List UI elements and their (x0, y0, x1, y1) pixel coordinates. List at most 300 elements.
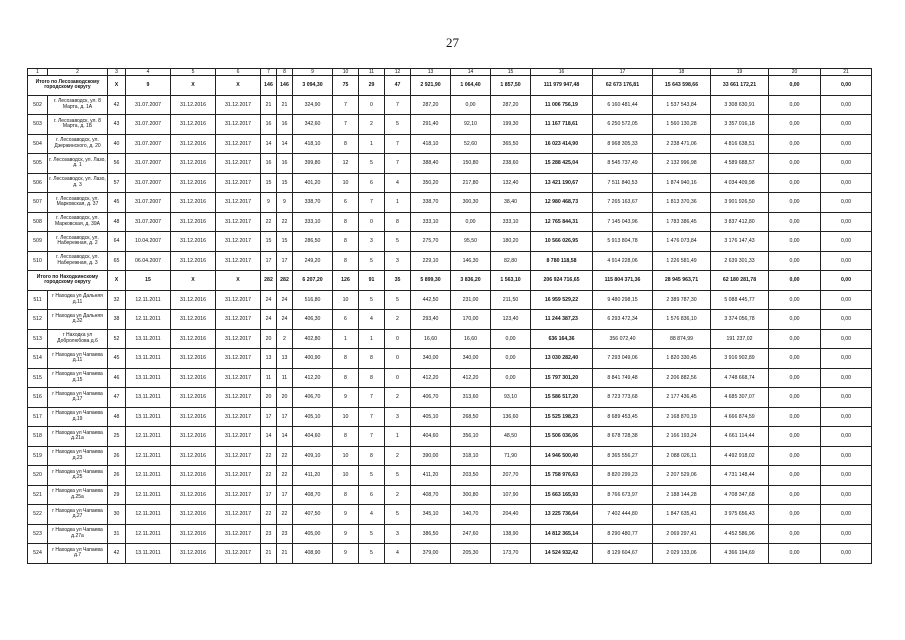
table-cell: 511 (28, 290, 48, 310)
table-cell: 136,60 (491, 407, 531, 427)
table-cell: 2 639 301,33 (711, 251, 769, 271)
table-cell: 31.12.2016 (171, 368, 216, 388)
table-cell: Итого по Находкинскому городскому округу (28, 271, 108, 291)
table-cell: 365,50 (491, 134, 531, 154)
table-cell: 411,20 (293, 466, 333, 486)
table-cell: 31.12.2016 (171, 544, 216, 564)
table-cell: 12.11.2011 (126, 310, 171, 330)
table-cell: 4 685 307,07 (711, 388, 769, 408)
table-cell: 5 (359, 524, 385, 544)
table-cell: 22 (261, 505, 277, 525)
table-cell: 238,60 (491, 154, 531, 174)
table-cell: 513 (28, 329, 48, 349)
table-cell: г. Лесозаводск, ул. Набережная, д. 2 (48, 232, 108, 252)
table-cell: 8 290 480,77 (593, 524, 653, 544)
subtotal-row (28, 76, 872, 96)
table-cell: 0,00 (821, 212, 872, 232)
table-cell: 5 (359, 154, 385, 174)
table-cell: 7 145 043,96 (593, 212, 653, 232)
table-cell: 404,60 (293, 427, 333, 447)
table-cell: 5 (359, 290, 385, 310)
table-cell: г. Лесозаводск, ул. Лазо, д. 3 (48, 173, 108, 193)
table-cell: 40 (108, 134, 126, 154)
table-cell: 3 (359, 232, 385, 252)
table-cell: 3 357 016,18 (711, 115, 769, 135)
table-cell: 62 673 176,81 (593, 76, 653, 96)
table-cell: 11 244 387,23 (531, 310, 593, 330)
table-cell: г Находка ул Чапаева д.27 (48, 505, 108, 525)
table-cell: 2 166 193,24 (653, 427, 711, 447)
table-cell: 503 (28, 115, 48, 135)
table-cell: 11 (277, 368, 293, 388)
table-cell: 510 (28, 251, 48, 271)
table-cell: 442,50 (411, 290, 451, 310)
table-cell: 21 (261, 544, 277, 564)
table-cell: 7 293 049,06 (593, 349, 653, 369)
table-cell: 0,00 (821, 134, 872, 154)
table-cell: 3 (385, 524, 411, 544)
table-row (28, 524, 872, 544)
table-cell: 31.12.2017 (216, 173, 261, 193)
table-cell: 138,90 (491, 524, 531, 544)
table-cell: 8 (359, 446, 385, 466)
table-cell: 10 (333, 466, 359, 486)
table-cell: 356,10 (451, 427, 491, 447)
table-cell: 504 (28, 134, 48, 154)
table-cell: 5 (359, 251, 385, 271)
table-cell: 0,00 (769, 310, 821, 330)
table-cell: 16 (277, 154, 293, 174)
table-cell: 0,00 (491, 368, 531, 388)
table-cell: 12.11.2011 (126, 446, 171, 466)
table-cell: 150,80 (451, 154, 491, 174)
table-cell: 313,60 (451, 388, 491, 408)
table-cell: 3 837 412,80 (711, 212, 769, 232)
table-cell: г. Лесозаводск, ул. Дзержинского, д. 20 (48, 134, 108, 154)
table-cell: 1 847 635,41 (653, 505, 711, 525)
table-cell: 2 (359, 115, 385, 135)
table-cell: 509 (28, 232, 48, 252)
table-cell: 7 (385, 134, 411, 154)
table-cell: 0,00 (769, 115, 821, 135)
table-cell: 4 731 148,44 (711, 466, 769, 486)
table-cell: 345,10 (411, 505, 451, 525)
table-cell: г Находка ул Чапаева д.15 (48, 368, 108, 388)
table-cell: 2 069 297,41 (653, 524, 711, 544)
table-cell: 31.12.2016 (171, 310, 216, 330)
table-cell: 6 (333, 310, 359, 330)
table-cell: 0,00 (769, 524, 821, 544)
table-cell: 8 766 673,97 (593, 485, 653, 505)
table-cell: 2 188 144,28 (653, 485, 711, 505)
table-cell: 512 (28, 310, 48, 330)
table-cell: 3 836,20 (451, 271, 491, 291)
table-cell: 1 064,40 (451, 76, 491, 96)
table-cell: 350,20 (411, 173, 451, 193)
table-cell: 5 913 804,78 (593, 232, 653, 252)
table-cell: 14 (261, 134, 277, 154)
column-number: 15 (491, 69, 531, 76)
table-cell: 8 (385, 212, 411, 232)
table-cell: 191 237,02 (711, 329, 769, 349)
table-cell: 7 (385, 95, 411, 115)
table-cell: 0,00 (769, 212, 821, 232)
column-number: 18 (653, 69, 711, 76)
table-cell: 31.07.2007 (126, 134, 171, 154)
table-cell: 15 797 301,20 (531, 368, 593, 388)
table-cell: 1 560 130,28 (653, 115, 711, 135)
table-cell: 20 (261, 329, 277, 349)
table-cell: 21 (261, 95, 277, 115)
table-cell: 20 (261, 388, 277, 408)
table-cell: 0,00 (821, 466, 872, 486)
table-cell: 10 (333, 446, 359, 466)
table-cell: 0,00 (769, 427, 821, 447)
table-cell: 132,40 (491, 173, 531, 193)
table-cell: 15 (261, 173, 277, 193)
table-cell: 17 (277, 485, 293, 505)
table-cell: г. Лесозаводск, ул. 8 Марта, д. 1А (48, 95, 108, 115)
table-cell: 1 783 386,45 (653, 212, 711, 232)
table-cell: 519 (28, 446, 48, 466)
table-cell: X (108, 271, 126, 291)
table-cell: 115 804 371,36 (593, 271, 653, 291)
table-cell: 13.11.2011 (126, 544, 171, 564)
table-cell: 26 (108, 446, 126, 466)
table-cell: 12.11.2011 (126, 485, 171, 505)
table-cell: 0,00 (821, 173, 872, 193)
table-row (28, 154, 872, 174)
table-cell: 2 921,90 (411, 76, 451, 96)
table-cell: 340,00 (411, 349, 451, 369)
table-cell: 408,90 (293, 544, 333, 564)
table-row (28, 310, 872, 330)
table-cell: 31.12.2017 (216, 232, 261, 252)
column-number: 4 (126, 69, 171, 76)
table-cell: 524 (28, 544, 48, 564)
table-cell: 15 643 598,66 (653, 76, 711, 96)
table-cell: г. Лесозаводск, ул. Набережная, д. 3 (48, 251, 108, 271)
table-cell: 31.12.2017 (216, 310, 261, 330)
table-row (28, 173, 872, 193)
table-cell: 300,30 (451, 193, 491, 213)
table-cell: 3 308 630,91 (711, 95, 769, 115)
table-cell: 1 (333, 329, 359, 349)
table-cell: 521 (28, 485, 48, 505)
column-number: 6 (216, 69, 261, 76)
table-cell: 5 088 445,77 (711, 290, 769, 310)
table-cell: 518 (28, 427, 48, 447)
table-cell: 517 (28, 407, 48, 427)
table-cell: г Находка ул Добролюбова д.6 (48, 329, 108, 349)
table-cell: 8 545 737,49 (593, 154, 653, 174)
table-row (28, 505, 872, 525)
table-cell: 22 (277, 446, 293, 466)
table-cell: г. Лесозаводск, ул. Марковская, д. 37 (48, 193, 108, 213)
table-cell: 379,00 (411, 544, 451, 564)
table-cell: 211,50 (491, 290, 531, 310)
table-cell: 4 (385, 544, 411, 564)
table-cell: 16 (261, 115, 277, 135)
table-cell: 56 (108, 154, 126, 174)
table-cell: 1 813 370,36 (653, 193, 711, 213)
table-cell: 516,80 (293, 290, 333, 310)
table-cell: 9 (333, 505, 359, 525)
column-number: 9 (293, 69, 333, 76)
table-cell: 7 265 163,67 (593, 193, 653, 213)
table-cell: 1 820 330,45 (653, 349, 711, 369)
table-cell: 17 (261, 485, 277, 505)
table-cell: 31.12.2017 (216, 427, 261, 447)
table-cell: 31.12.2017 (216, 329, 261, 349)
table-row (28, 95, 872, 115)
table-cell: 0,00 (821, 368, 872, 388)
table-cell: 140,70 (451, 505, 491, 525)
table-cell: 12.11.2011 (126, 290, 171, 310)
table-cell: 31.07.2007 (126, 154, 171, 174)
table-cell: 4 589 688,57 (711, 154, 769, 174)
table-cell: 0,00 (821, 407, 872, 427)
table-cell: 31 (108, 524, 126, 544)
table-cell: 4 914 228,06 (593, 251, 653, 271)
table-cell: 204,40 (491, 505, 531, 525)
table-cell: 9 (333, 524, 359, 544)
table-cell: 111 979 947,48 (531, 76, 593, 96)
column-number: 8 (277, 69, 293, 76)
table-cell: 6 160 481,44 (593, 95, 653, 115)
table-cell: 400,90 (293, 349, 333, 369)
table-cell: 333,10 (411, 212, 451, 232)
table-cell: 300,80 (451, 485, 491, 505)
table-cell: 0,00 (821, 95, 872, 115)
table-cell: 6 (333, 193, 359, 213)
table-cell: 8 689 453,45 (593, 407, 653, 427)
table-cell: 31.12.2017 (216, 193, 261, 213)
table-cell: 14 812 365,14 (531, 524, 593, 544)
table-cell: 15 (261, 232, 277, 252)
table-cell: 3 176 147,43 (711, 232, 769, 252)
table-cell: 8 (359, 349, 385, 369)
table-cell: 22 (261, 212, 277, 232)
table-cell: 7 402 444,80 (593, 505, 653, 525)
table-cell: 31.12.2017 (216, 95, 261, 115)
table-cell: 0,00 (451, 95, 491, 115)
table-cell: 5 (359, 544, 385, 564)
table-cell: 3 (385, 407, 411, 427)
table-cell: 30 (108, 505, 126, 525)
table-cell: 0,00 (769, 193, 821, 213)
table-row (28, 368, 872, 388)
table-cell: 31.07.2007 (126, 173, 171, 193)
table-cell: г Находка ул Чапаева д.23 (48, 446, 108, 466)
table-cell: 286,50 (293, 232, 333, 252)
table-cell: 126 (333, 271, 359, 291)
table-cell: 23 (277, 524, 293, 544)
table-cell: 31.12.2017 (216, 505, 261, 525)
table-cell: 22 (277, 212, 293, 232)
table-cell: 0,00 (769, 407, 821, 427)
table-cell: 31.12.2016 (171, 349, 216, 369)
table-cell: 2 206 882,56 (653, 368, 711, 388)
table-cell: г Находка ул Дальняя д.32 (48, 310, 108, 330)
table-cell: 0 (359, 212, 385, 232)
table-cell: 411,20 (411, 466, 451, 486)
table-cell: 1 226 581,49 (653, 251, 711, 271)
table-cell: 2 389 787,30 (653, 290, 711, 310)
table-cell: 247,60 (451, 524, 491, 544)
table-cell: 418,10 (411, 134, 451, 154)
table-cell: 16,60 (411, 329, 451, 349)
table-cell: 0,00 (491, 329, 531, 349)
table-cell: 46 (108, 368, 126, 388)
table-cell: 5 (385, 505, 411, 525)
table-cell: 25 (108, 427, 126, 447)
table-cell: 11 006 756,19 (531, 95, 593, 115)
table-cell: 2 (277, 329, 293, 349)
table-cell: 506 (28, 173, 48, 193)
table-cell: 11 (261, 368, 277, 388)
column-number: 10 (333, 69, 359, 76)
table-cell: 16 959 529,22 (531, 290, 593, 310)
table-cell: 0 (385, 329, 411, 349)
table-cell: 10 (333, 173, 359, 193)
table-cell: 0,00 (769, 154, 821, 174)
table-cell: 2 207 529,06 (653, 466, 711, 486)
table-cell: 516 (28, 388, 48, 408)
table-cell: 180,20 (491, 232, 531, 252)
table-cell: 65 (108, 251, 126, 271)
table-cell: 505 (28, 154, 48, 174)
table-cell: 13 (277, 349, 293, 369)
table-cell: 407,50 (293, 505, 333, 525)
table-cell: 35 (385, 271, 411, 291)
table-cell: 31.12.2016 (171, 134, 216, 154)
table-cell: 388,40 (411, 154, 451, 174)
table-cell: 2 (385, 485, 411, 505)
table-cell: 10 (333, 290, 359, 310)
table-cell: 2 168 870,19 (653, 407, 711, 427)
table-cell: 1 (359, 329, 385, 349)
table-cell: 8 (333, 349, 359, 369)
table-cell: 408,70 (293, 485, 333, 505)
table-cell: 8 780 118,58 (531, 251, 593, 271)
table-cell: 9 (261, 193, 277, 213)
table-cell: 15 586 517,20 (531, 388, 593, 408)
table-cell: 24 (261, 290, 277, 310)
table-cell: 8 841 749,48 (593, 368, 653, 388)
table-cell: 22 (261, 446, 277, 466)
table-cell: 17 (261, 407, 277, 427)
table-cell: 342,60 (293, 115, 333, 135)
table-cell: 12.11.2011 (126, 524, 171, 544)
table-cell: 48 (108, 212, 126, 232)
table-cell: 8 (333, 485, 359, 505)
table-cell: 7 (359, 193, 385, 213)
table-cell: 13 030 282,40 (531, 349, 593, 369)
table-cell: 0,00 (769, 544, 821, 564)
table-cell: 31.07.2007 (126, 212, 171, 232)
table-cell: 31.12.2017 (216, 134, 261, 154)
table-cell: 9 (277, 193, 293, 213)
table-cell: 31.12.2017 (216, 154, 261, 174)
table-cell: 1 537 543,84 (653, 95, 711, 115)
table-cell: 0,00 (821, 310, 872, 330)
column-number: 19 (711, 69, 769, 76)
table-row (28, 329, 872, 349)
table-cell: X (216, 271, 261, 291)
table-cell: 0,00 (769, 76, 821, 96)
table-cell: 52,60 (451, 134, 491, 154)
table-cell: 31.12.2016 (171, 154, 216, 174)
column-number: 16 (531, 69, 593, 76)
column-number: 13 (411, 69, 451, 76)
table-row (28, 388, 872, 408)
table-cell: 12 765 844,31 (531, 212, 593, 232)
table-cell: 31.12.2017 (216, 251, 261, 271)
table-cell: 1 857,50 (491, 76, 531, 96)
table-cell: 0,00 (821, 154, 872, 174)
table-cell: г. Лесозаводск, ул. Лазо, д. 1 (48, 154, 108, 174)
column-number: 2 (48, 69, 108, 76)
table-cell: 0,00 (821, 251, 872, 271)
table-cell: 229,10 (411, 251, 451, 271)
table-cell: 24 (261, 310, 277, 330)
table-cell: 31.12.2016 (171, 505, 216, 525)
table-cell: 14 (261, 427, 277, 447)
table-cell: 5 (385, 232, 411, 252)
table-cell: 507 (28, 193, 48, 213)
table-cell: 0,00 (491, 349, 531, 369)
table-cell: 0,00 (769, 271, 821, 291)
table-cell: 7 511 840,53 (593, 173, 653, 193)
table-cell: 31.12.2016 (171, 407, 216, 427)
table-cell: 268,50 (451, 407, 491, 427)
table-cell: 31.12.2017 (216, 544, 261, 564)
table-row (28, 544, 872, 564)
table-row (28, 466, 872, 486)
table-cell: 13 421 190,67 (531, 173, 593, 193)
table-cell: Итого по Лесозаводскому городскому округу (28, 76, 108, 96)
table-cell: 390,00 (411, 446, 451, 466)
table-cell: 16 023 414,90 (531, 134, 593, 154)
table-cell: 207,70 (491, 466, 531, 486)
table-cell: 42 (108, 544, 126, 564)
column-number: 17 (593, 69, 653, 76)
table-cell: 1 (385, 193, 411, 213)
table-cell: 31.12.2017 (216, 388, 261, 408)
table-row (28, 232, 872, 252)
table-cell: 12 (333, 154, 359, 174)
table-cell: 4 748 668,74 (711, 368, 769, 388)
table-cell: 4 708 347,68 (711, 485, 769, 505)
table-cell: 29 (108, 485, 126, 505)
table-cell: 412,20 (451, 368, 491, 388)
table-cell: 0 (359, 95, 385, 115)
table-cell: 8 (333, 427, 359, 447)
table-cell: 0,00 (821, 115, 872, 135)
table-row (28, 251, 872, 271)
table-cell: 293,40 (411, 310, 451, 330)
table-cell: 282 (261, 271, 277, 291)
table-cell: 9 (333, 544, 359, 564)
table-cell: 42 (108, 95, 126, 115)
table-cell: 0 (385, 349, 411, 369)
table-cell: 31.12.2016 (171, 427, 216, 447)
table-cell: 10 (333, 407, 359, 427)
page-number: 27 (446, 35, 459, 50)
table-cell: 2 029 133,06 (653, 544, 711, 564)
table-cell: 406,70 (293, 388, 333, 408)
